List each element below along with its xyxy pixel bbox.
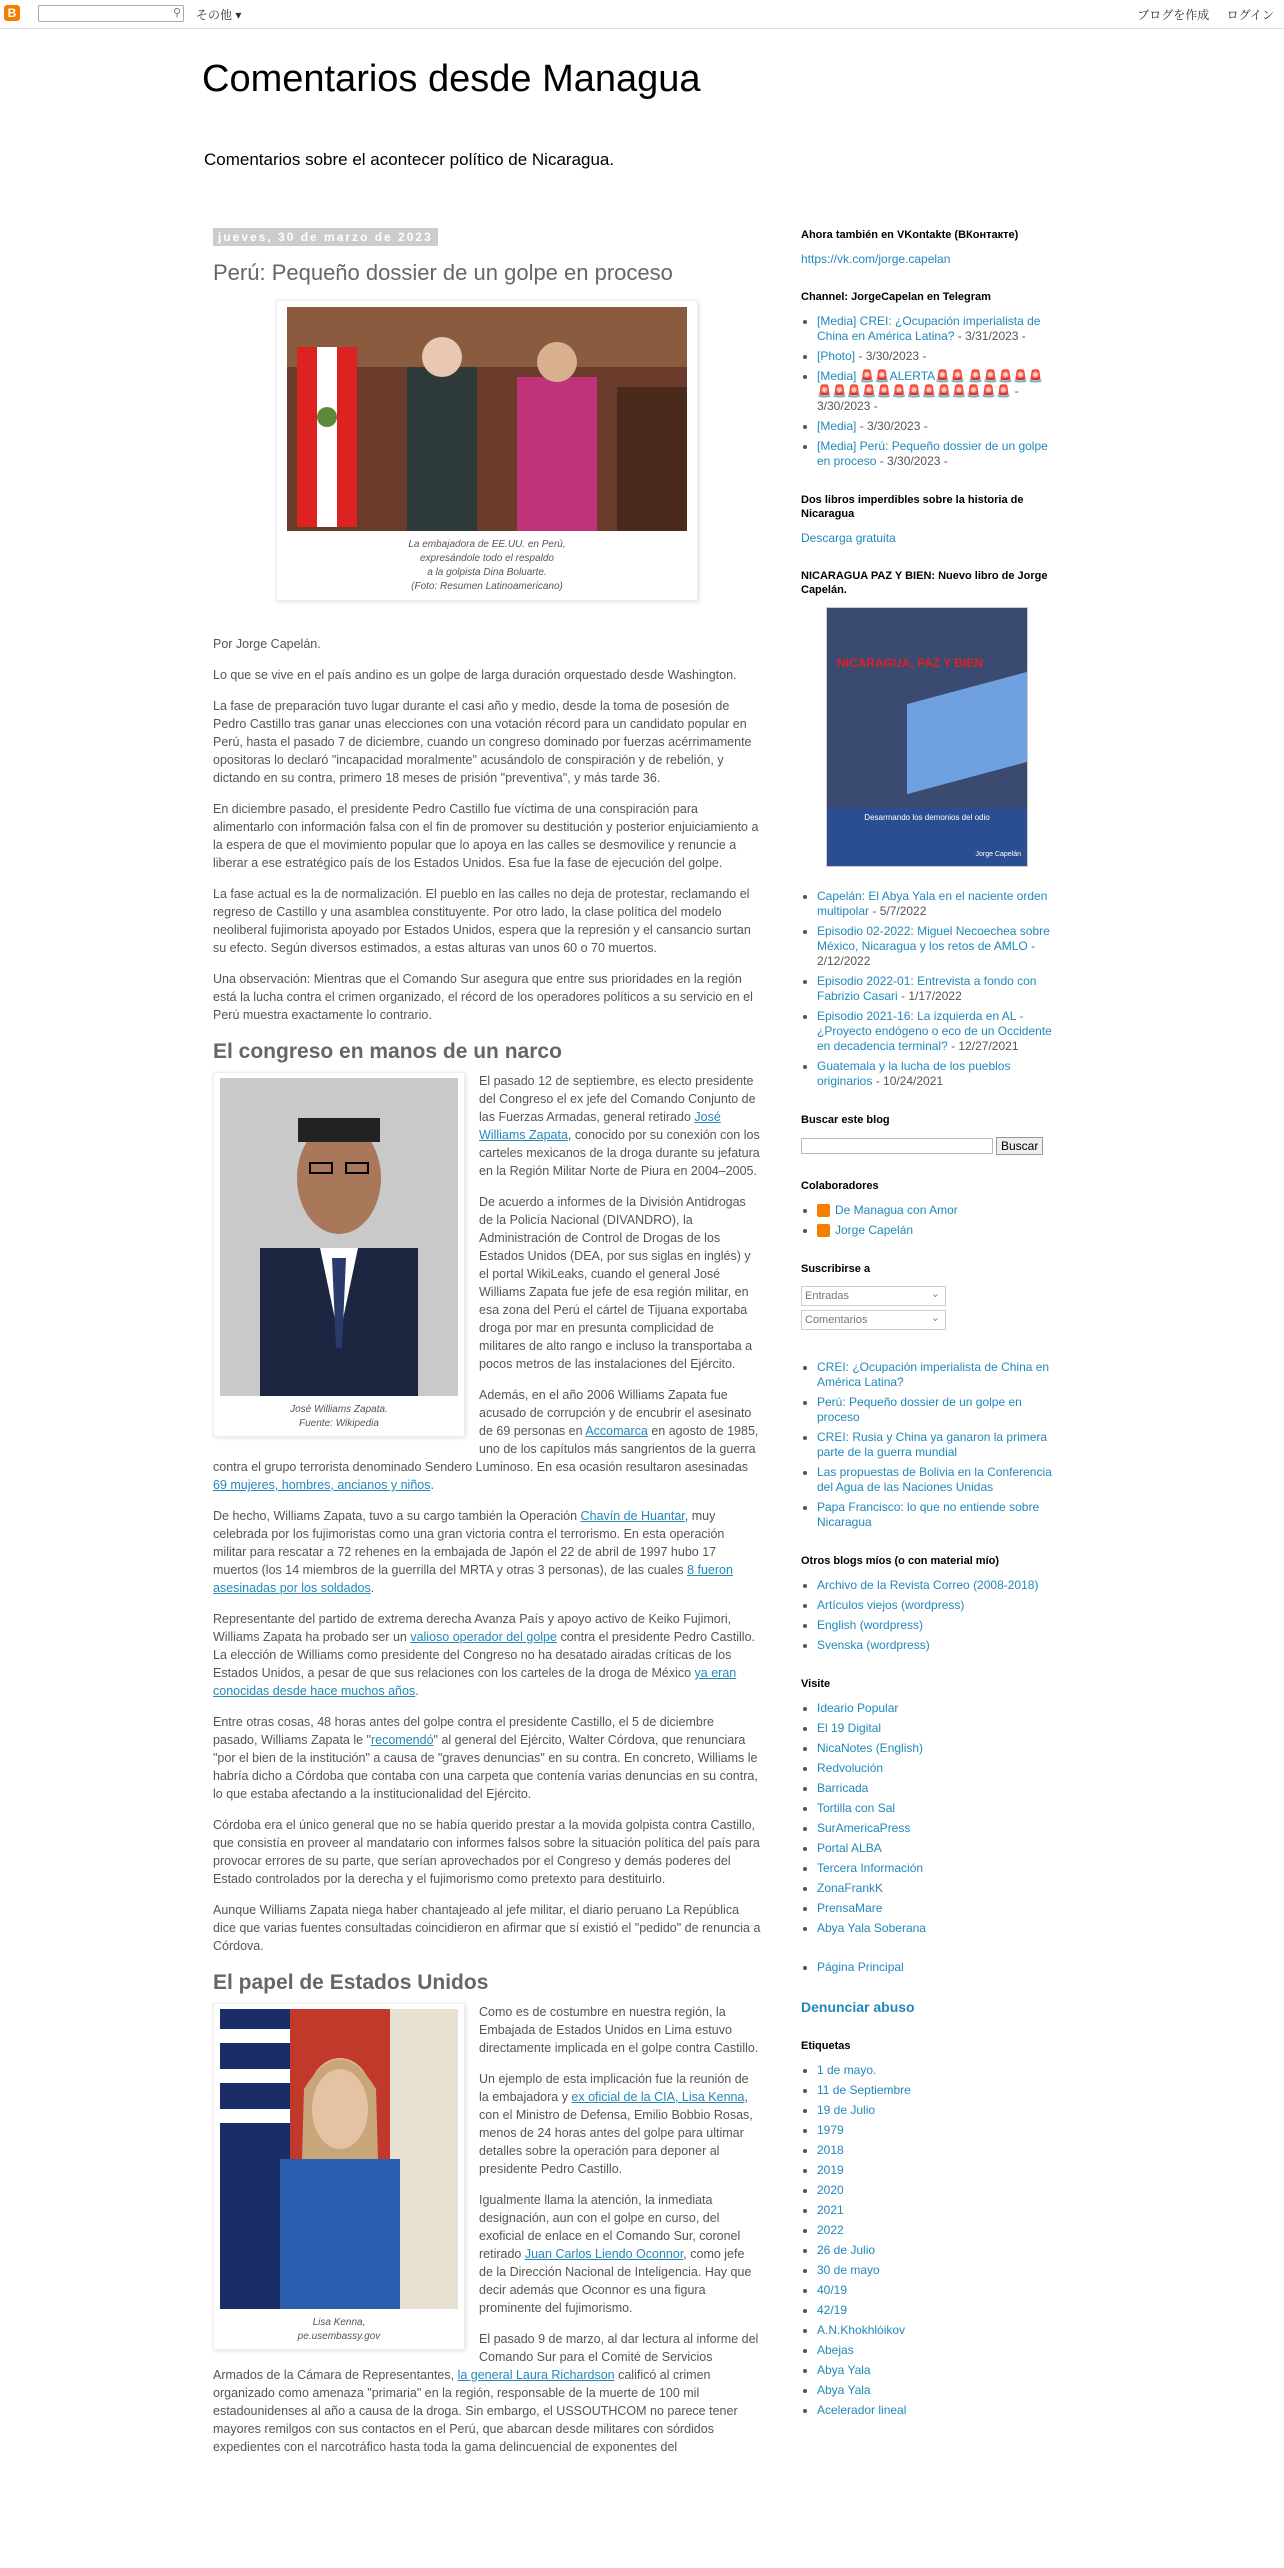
list-item	[817, 1059, 1053, 1089]
popular-post-link[interactable]: CREI: ¿Ocupación imperialista de China en América Latina?	[817, 1360, 1050, 1389]
liendo-link[interactable]: Juan Carlos Liendo Oconnor	[524, 2247, 684, 2261]
more-menu[interactable]	[196, 6, 241, 23]
list-item	[817, 1921, 1053, 1936]
navbar-search-input[interactable]	[38, 5, 184, 22]
list-item	[817, 1761, 1053, 1776]
visit-link[interactable]: Tortilla con Sal	[817, 1801, 896, 1815]
list-item	[817, 1841, 1053, 1856]
visit-link[interactable]: Abya Yala Soberana	[817, 1921, 926, 1935]
item-date: - 3/30/2023 -	[817, 384, 1019, 413]
podcast-link[interactable]: Guatemala y la lucha de los pueblos originarios	[817, 1059, 1011, 1088]
main-figure	[276, 300, 698, 601]
section-heading: El papel de Estados Unidos	[213, 1971, 489, 1994]
visit-link[interactable]: Tercera Información	[817, 1861, 924, 1875]
list-item	[817, 2243, 1053, 2258]
popular-post-link[interactable]: CREI: Rusia y China ya ganaron la primera parte de la guerra mundial	[817, 1430, 1048, 1459]
telegram-link[interactable]: [Media]	[817, 419, 857, 433]
subscribe-widget	[801, 1262, 1053, 1330]
label-link[interactable]: 42/19	[817, 2303, 848, 2317]
blog-title[interactable]: Comentarios desde Managua	[202, 58, 701, 100]
paragraph: La fase actual es la de normalización. El pueblo en las calles no deja de protestar, reclamando el regreso de Castillo y una asamblea constituyente. Por otro lado, la clase política del modelo neoliberal fujimorista apoyado por Estados Unidos, espera que la represión y el cansancio surtan su efecto. Según diversos estimados, a estas alturas van unos 60 o 70 muertos.	[213, 887, 751, 955]
widget-title: Otros blogs míos (o con material mío)	[801, 1555, 1000, 1567]
popular-widget	[801, 1360, 1053, 1530]
chavin-link[interactable]: Chavín de Huantar	[580, 1509, 685, 1523]
telegram-link[interactable]: [Media] Perú: Pequeño dossier de un golpe en proceso	[817, 439, 1048, 468]
text: calificó al crimen organizado como amenaza "primaria" en la región, responsable de la muerte de 100 mil estadounidenses al año a causa de la droga. Sin embargo, el USSOUTHCOM no parece tener mayores remilgos con sus contactos en el Perú, que abarcan desde militares con sórdidos expedientes con el narcotráfico hasta toda la gama delincuencial de exponentes del	[213, 2368, 738, 2454]
text: .	[430, 1478, 434, 1492]
caption-line: a la golpista Dina Boluarte.	[427, 567, 547, 578]
visit-link[interactable]: PrensaMare	[817, 1901, 883, 1915]
create-blog-link[interactable]: ブログを作成	[1137, 8, 1210, 22]
post-date: jueves, 30 de marzo de 2023	[213, 228, 438, 246]
item-date: - 1/17/2022	[897, 989, 962, 1003]
paragraph: Como es de costumbre en nuestra región, la Embajada de Estados Unidos en Lima estuvo directamente implicada en el golpe contra Castillo.	[479, 2005, 759, 2055]
caption-line: Fuente: Wikipedia	[299, 1418, 379, 1429]
list-item	[817, 1881, 1053, 1896]
widget-title: Visite	[801, 1678, 831, 1690]
list-item	[817, 2383, 1053, 2398]
book-cover[interactable]	[826, 607, 1028, 867]
list-item	[817, 2143, 1053, 2158]
williams-photo[interactable]	[220, 1078, 458, 1396]
list-item	[817, 369, 1053, 414]
list-item	[817, 1598, 1053, 1613]
list-item	[817, 1821, 1053, 1836]
list-item	[817, 1721, 1053, 1736]
paragraph: En diciembre pasado, el presidente Pedro Castillo fue víctima de una conspiración para alimentarlo con información falsa con el fin de promover su destitución y posterior enjuiciamiento a la espera de que el movimiento popular que lo apoya en las calles se desmovilice y renuncie a liberar a ese estratégico país de los Estados Unidos. Esa fue la fase de ejecución del golpe.	[213, 802, 759, 870]
list-item	[817, 2363, 1053, 2378]
label-link[interactable]: Abya Yala	[817, 2383, 871, 2397]
widget-title: Etiquetas	[801, 2040, 851, 2052]
blogger-profile-icon	[817, 1224, 830, 1237]
paragraph	[213, 1507, 761, 1597]
caption-line: (Foto: Resumen Latinoamericano)	[411, 581, 563, 592]
label-link[interactable]: 26 de Julio	[817, 2243, 876, 2257]
list-item	[817, 974, 1053, 1004]
list-item	[817, 1960, 1053, 1975]
item-date: - 3/30/2023 -	[855, 349, 927, 363]
label-link[interactable]: 1979	[817, 2123, 844, 2137]
text: en agosto de 1985, uno de los capítulos más sangrientos de la guerra contra el grupo terrorista denominado Sendero Luminoso. En esa ocasión resultaron asesinadas	[213, 1424, 759, 1474]
text: contra el presidente Pedro Castillo. La elección de Williams como presidente del Congreso no ha desatado airadas críticas de los Estados Unidos, a pesar de que sus relaciones con los carteles de la droga de México	[213, 1630, 755, 1680]
podcast-link[interactable]: Episodio 02-2022: Miguel Necoechea sobre México, Nicaragua y los retos de AMLO	[817, 924, 1050, 953]
list-item	[817, 2203, 1053, 2218]
kenna-figure	[213, 2003, 465, 2350]
podcast-link[interactable]: Episodio 2021-16: La izquierda en AL - ¿Proyecto endógeno o eco de un Occidente en decadencia terminal?	[817, 1009, 1052, 1053]
report-abuse-link[interactable]: Denunciar abuso	[801, 1999, 915, 2015]
item-date: - 12/27/2021	[947, 1039, 1019, 1053]
sidebar	[801, 228, 1053, 2442]
visit-link[interactable]: El 19 Digital	[817, 1721, 882, 1735]
label-link[interactable]: 2020	[817, 2183, 844, 2197]
search-button[interactable]: Buscar	[996, 1137, 1043, 1155]
richardson-link[interactable]: la general Laura Richardson	[457, 2368, 615, 2382]
williams-figure	[213, 1072, 465, 1437]
list-item	[817, 349, 1053, 364]
visit-link[interactable]: NicaNotes (English)	[817, 1741, 924, 1755]
list-item	[817, 1430, 1053, 1460]
list-item	[817, 1618, 1053, 1633]
text: Representante del partido de extrema derecha Avanza País y apoyo activo de Keiko Fujimori, Williams Zapata ha probado ser un	[213, 1612, 732, 1644]
contributors-widget	[801, 1179, 1053, 1238]
list-item	[817, 2303, 1053, 2318]
telegram-link[interactable]: [Media] 🚨🚨ALERTA🚨🚨 🚨🚨🚨🚨🚨🚨🚨🚨🚨🚨🚨🚨🚨🚨🚨🚨🚨🚨	[817, 369, 1044, 398]
text: , muy celebrada por los fujimoristas como una gran victoria contra el terrorismo. En esta operación militar para rescatar a 72 rehenes en la embajada de Japón el 22 de abril de 1997 hubo 17 muertos (los 14 miembros de la guerrilla del MRTA y otras 3 personas), de las cuales	[213, 1509, 725, 1577]
list-item	[817, 2083, 1053, 2098]
label-link[interactable]: A.N.Khokhlóikov	[817, 2323, 906, 2337]
widget-title: Dos libros imperdibles sobre la historia de Nicaragua	[801, 494, 1024, 520]
paragraph: Por Jorge Capelán.	[213, 637, 321, 651]
list-item	[817, 439, 1053, 469]
caption-line: expresándole todo el respaldo	[420, 553, 554, 564]
soldiers-link[interactable]: 8 fueron asesinadas por los soldados	[213, 1563, 733, 1595]
label-link[interactable]: 40/19	[817, 2283, 848, 2297]
text: , conocido por su conexión con los carteles mexicanos de la droga durante su jefatura en la Región Militar Norte de Piura en 2004–2005.	[479, 1128, 760, 1178]
telegram-link[interactable]: [Photo]	[817, 349, 856, 363]
list-item	[817, 2183, 1053, 2198]
text: " al general del Ejército, Walter Córdova, que renunciara "por el bien de la institución" a causa de "graves denuncias" en su contra. En concreto, Williams le habría dicho a Córdoba que contaba con una carpeta que contenía varias denuncias en su contra, lo que estaba afectando a la institucionalidad del Ejército.	[213, 1733, 758, 1801]
kenna-photo[interactable]	[220, 2009, 458, 2309]
item-date: - 2/12/2022	[817, 939, 1036, 968]
caption-line: La embajadora de EE.UU. en Perú,	[408, 539, 566, 550]
vk-widget	[801, 228, 1053, 266]
visit-link[interactable]: ZonaFrankK	[817, 1881, 884, 1895]
download-link[interactable]: Descarga gratuita	[801, 531, 896, 545]
widget-title: Buscar este blog	[801, 1114, 890, 1126]
popular-post-link[interactable]: Papa Francisco: lo que no entiende sobre Nicaragua	[817, 1500, 1040, 1529]
paragraph	[213, 1713, 761, 1803]
newbook-widget	[801, 569, 1053, 867]
blogger-logo-icon[interactable]: B	[4, 5, 20, 21]
item-date: - 3/30/2023 -	[876, 454, 948, 468]
list-item	[817, 1638, 1053, 1653]
list-item	[817, 1360, 1053, 1390]
list-item	[817, 2283, 1053, 2298]
search-widget	[801, 1113, 1053, 1155]
paragraph: Una observación: Mientras que el Comando Sur asegura que entre sus prioridades en la región está la lucha contra el crimen organizado, el récord de los operadores políticos a su servicio en el Perú muestra exactamente lo contrario.	[213, 972, 753, 1022]
text: , con el Ministro de Defensa, Emilio Bobbio Rosas, menos de 24 horas antes del golpe para ultimar detalles sobre la operación para deponer al presidente Pedro Castillo.	[479, 2090, 753, 2176]
subscribe-entries-button[interactable]: Entradas ⌄	[801, 1286, 946, 1306]
label-link[interactable]: 30 de mayo	[817, 2263, 880, 2277]
label-link[interactable]: 2018	[817, 2143, 844, 2157]
main-column	[213, 228, 761, 2469]
paragraph: Aunque Williams Zapata niega haber chantajeado al jefe militar, el diario peruano La República dice que varias fuentes consultadas coincidieron en afirmar que sí existió el "pedido" de renuncia a Córdova.	[213, 1903, 761, 1953]
contributor-link[interactable]: Jorge Capelán	[835, 1223, 914, 1237]
post-title[interactable]: Perú: Pequeño dossier de un golpe en proceso	[213, 260, 673, 285]
widget-title: Colaboradores	[801, 1180, 879, 1192]
list-item	[817, 924, 1053, 969]
visit-link[interactable]: Ideario Popular	[817, 1701, 899, 1715]
list-item	[817, 1465, 1053, 1495]
text: Entre otras cosas, 48 horas antes del golpe contra el presidente Castillo, el 5 de diciembre pasado, Williams Zapata le "	[213, 1715, 714, 1747]
text: .	[415, 1684, 419, 1698]
list-item	[817, 1395, 1053, 1425]
list-item	[817, 1741, 1053, 1756]
home-link[interactable]: Página Principal	[817, 1960, 904, 1974]
telegram-link[interactable]: [Media] CREI: ¿Ocupación imperialista de China en América Latina?	[817, 314, 1041, 343]
label-link[interactable]: 2022	[817, 2223, 844, 2237]
recommended-link[interactable]: recomendó	[370, 1733, 434, 1747]
label-link[interactable]: 19 de Julio	[817, 2103, 876, 2117]
list-item	[817, 2123, 1053, 2138]
list-item	[817, 2263, 1053, 2278]
text: , como jefe de la Dirección Nacional de Inteligencia. Hay que decir además que Oconnor es una figura prominente del fujimorismo.	[479, 2247, 752, 2315]
list-item	[817, 1578, 1053, 1593]
books-widget	[801, 493, 1053, 545]
book-cover-author: Jorge Capelán	[975, 851, 1021, 858]
other-blog-link[interactable]: Artículos viejos (wordpress)	[817, 1598, 965, 1612]
label-link[interactable]: Abya Yala	[817, 2363, 871, 2377]
popular-post-link[interactable]: Perú: Pequeño dossier de un golpe en proceso	[817, 1395, 1022, 1424]
main-figure-caption	[283, 534, 691, 594]
label-link[interactable]: 1 de mayo.	[817, 2063, 877, 2077]
book-cover-title: NICARAGUA, PAZ Y BIEN	[837, 656, 984, 670]
paragraph: Lo que se vive en el país andino es un golpe de larga duración orquestado desde Washington.	[213, 668, 737, 682]
text: El pasado 12 de septiembre, es electo presidente del Congreso el ex jefe del Comando Conjunto de las Fuerzas Armadas, general retirado	[479, 1074, 756, 1124]
list-item	[817, 1801, 1053, 1816]
text: .	[370, 1581, 375, 1595]
operator-link[interactable]: valioso operador del golpe	[410, 1630, 557, 1644]
dropdown-icon[interactable]: ▾	[232, 8, 242, 22]
label-link[interactable]: 11 de Septiembre	[817, 2083, 911, 2097]
known-link[interactable]: ya eran conocidas desde hace muchos años	[213, 1666, 737, 1698]
paragraph: La fase de preparación tuvo lugar durante el casi año y medio, desde la toma de posesión de Pedro Castillo tras ganar unas elecciones con una votación récord para un candidato popular en Perú, hasta el pasado 7 de diciembre, cuando un congreso dominado por fuerzas acérrimamente opositoras lo declaró "incapacidad moralmente" acusándolo de conspiración y de rebelión, y dictando en su contra, primero 18 meses de prisión "preventiva", y más tarde 36.	[213, 699, 752, 785]
list-item	[817, 2403, 1053, 2418]
blogger-navbar	[0, 0, 1284, 29]
kenna-link[interactable]: ex oficial de la CIA, Lisa Kenna	[571, 2090, 745, 2104]
visit-link[interactable]: Redvolución	[817, 1761, 884, 1775]
list-item	[817, 1223, 1053, 1238]
blog-description: Comentarios sobre el acontecer político de Nicaragua.	[204, 150, 615, 169]
subscribe-comments-button[interactable]: Comentarios ⌄	[801, 1310, 946, 1330]
blog-search-input[interactable]	[801, 1138, 993, 1154]
list-item	[817, 2323, 1053, 2338]
login-link[interactable]: ログイン	[1226, 8, 1274, 22]
widget-title: Suscribirse a	[801, 1263, 871, 1275]
widget-title: Channel: JorgeCapelan en Telegram	[801, 291, 991, 303]
labels-widget	[801, 2039, 1053, 2418]
victims-link[interactable]: 69 mujeres, hombres, ancianos y niños	[213, 1478, 431, 1492]
list-item	[817, 314, 1053, 344]
label-link[interactable]: Abejas	[817, 2343, 854, 2357]
search-icon[interactable]: ⚲	[172, 7, 181, 19]
text: Además, en el año 2006 Williams Zapata fue acusado de corrupción y de encubrir el asesinato de 69 personas en	[479, 1388, 752, 1438]
item-date: - 3/31/2023 -	[954, 329, 1026, 343]
text: Igualmente llama la atención, la inmediata designación, aun con el golpe en curso, del exoficial de enlace en el Comando Sur, coronel retirado	[479, 2193, 741, 2261]
williams-link[interactable]: José Williams Zapata	[479, 1110, 721, 1142]
other-blog-link[interactable]: Archivo de la Revista Correo (2008-2018)	[817, 1578, 1039, 1592]
book-cover-subtitle: Desarmando los demonios del odio	[864, 813, 990, 822]
label-link[interactable]: Acelerador lineal	[817, 2403, 907, 2417]
item-date: - 10/24/2021	[872, 1074, 944, 1088]
list-item	[817, 1781, 1053, 1796]
more-label[interactable]: その他	[196, 8, 233, 22]
item-date: - 5/7/2022	[869, 904, 927, 918]
telegram-widget	[801, 290, 1053, 469]
post-body	[213, 635, 761, 2456]
list-item	[817, 1500, 1053, 1530]
williams-caption	[219, 1399, 459, 1431]
home-widget	[801, 1960, 1053, 1975]
kenna-caption	[219, 2312, 459, 2344]
list-item	[817, 1203, 1053, 1218]
list-item	[817, 1901, 1053, 1916]
otherblogs-widget	[801, 1554, 1053, 1653]
contributor-link[interactable]: De Managua con Amor	[835, 1203, 958, 1217]
podcast-widget	[801, 889, 1053, 1089]
visite-widget	[801, 1677, 1053, 1936]
list-item	[817, 1701, 1053, 1716]
widget-title: NICARAGUA PAZ Y BIEN: Nuevo libro de Jorge Capelán.	[801, 570, 1048, 596]
visit-link[interactable]: Portal ALBA	[817, 1841, 882, 1855]
navbar-actions	[1123, 6, 1274, 23]
list-item	[817, 889, 1053, 919]
caption-line: Lisa Kenna,	[312, 2317, 366, 2328]
embassy-photo[interactable]	[287, 307, 687, 531]
widget-title: Ahora también en VKontakte (ВКонтакте)	[801, 229, 1019, 241]
list-item	[817, 1861, 1053, 1876]
paragraph: Córdoba era el único general que no se había querido prestar a la movida golpista contra Castillo, que consistía en proveer al mandatario con informes falsos sobre la situación política del país para provocar errores de su parte, que serían aprovechados por el Congreso y demás poderes del Estado controlados por la derecha y el fujimorismo como pretexto para destituirlo.	[213, 1818, 760, 1886]
accomarca-link[interactable]: Accomarca	[585, 1424, 648, 1438]
paragraph	[213, 1610, 761, 1700]
paragraph: De acuerdo a informes de la División Antidrogas de la Policía Nacional (DIVANDRO), la Administración de Control de Drogas de los Estados Unidos (DEA, por sus siglas en inglés) y el portal WikiLeaks, cuando el general José Williams Zapata fue jefe de esa región militar, en esa zona del Perú el cártel de Tijuana exportaba droga por mar en presunta complicidad de militares de alto rango e incluso la transportaba a pocos metros de las instalaciones del Ejército.	[479, 1195, 753, 1371]
visit-link[interactable]: SurAmericaPress	[817, 1821, 911, 1835]
podcast-link[interactable]: Episodio 2022-01: Entrevista a fondo con Fabrizio Casari	[817, 974, 1037, 1003]
caption-line: pe.usembassy.gov	[297, 2331, 381, 2342]
podcast-link[interactable]: Capelán: El Abya Yala en el naciente orden multipolar	[817, 889, 1048, 918]
popular-post-link[interactable]: Las propuestas de Bolivia en la Conferencia del Agua de las Naciones Unidas	[817, 1465, 1052, 1494]
visit-link[interactable]: Barricada	[817, 1781, 869, 1795]
text: De hecho, Williams Zapata, tuvo a su cargo también la Operación	[213, 1509, 581, 1523]
vk-link[interactable]: https://vk.com/jorge.capelan	[801, 252, 951, 266]
section-heading: El congreso en manos de un narco	[213, 1040, 562, 1063]
list-item	[817, 2163, 1053, 2178]
report-widget	[801, 1999, 1053, 2015]
blogger-profile-icon	[817, 1204, 830, 1217]
other-blog-link[interactable]: Svenska (wordpress)	[817, 1638, 930, 1652]
list-item	[817, 2223, 1053, 2238]
text: El pasado 9 de marzo, al dar lectura al informe del Comando Sur para el Comité de Servicios Armados de la Cámara de Representantes,	[213, 2332, 759, 2382]
label-link[interactable]: 2021	[817, 2203, 844, 2217]
text: Un ejemplo de esta implicación fue la reunión de la embajadora y	[479, 2072, 749, 2104]
label-link[interactable]: 2019	[817, 2163, 844, 2177]
list-item	[817, 1009, 1053, 1054]
list-item	[817, 2103, 1053, 2118]
list-item	[817, 2343, 1053, 2358]
list-item	[817, 419, 1053, 434]
item-date: - 3/30/2023 -	[856, 419, 928, 433]
caption-line: José Williams Zapata.	[290, 1404, 388, 1415]
list-item	[817, 2063, 1053, 2078]
other-blog-link[interactable]: English (wordpress)	[817, 1618, 924, 1632]
